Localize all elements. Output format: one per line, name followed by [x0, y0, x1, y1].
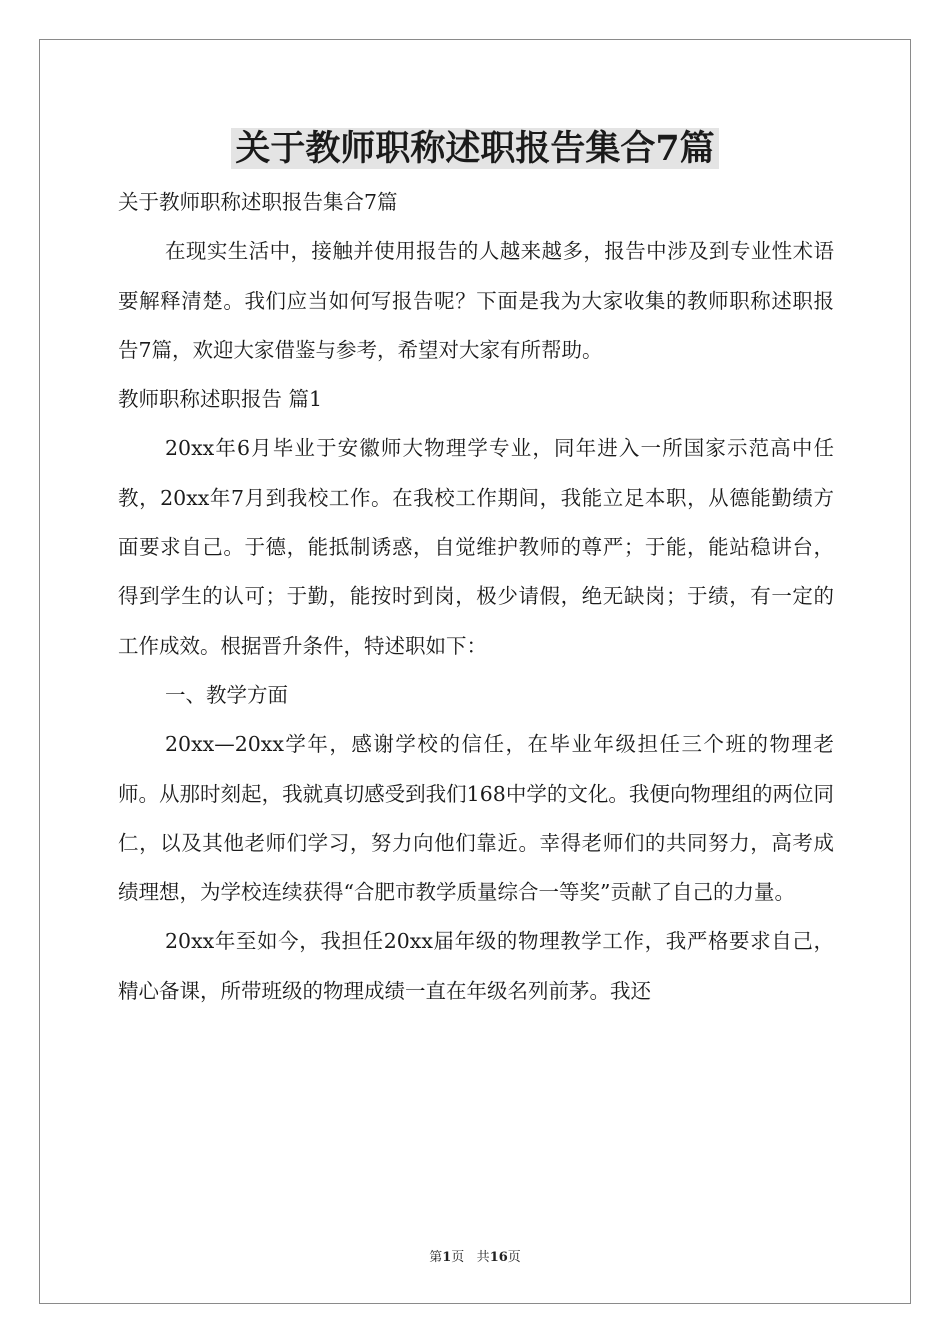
document-title [0, 126, 950, 172]
document-title-text: 关于教师职称述职报告集合7篇 [231, 128, 718, 169]
paragraph: 20xx年至如今，我担任20xx届年级的物理教学工作，我严格要求自己，精心备课，所带班级的物理成绩一直在年级名列前茅。我还 [118, 929, 834, 1003]
page-footer [0, 1246, 950, 1265]
footer-total-prefix: 共 [476, 1250, 490, 1265]
subsection-heading: 一、教学方面 [165, 682, 288, 707]
footer-total-suffix: 页 [507, 1250, 521, 1265]
footer-total-pages: 16 [489, 1250, 508, 1265]
paragraph: 20xx—20xx学年，感谢学校的信任，在毕业年级担任三个班的物理老师。从那时刻起，我就真切感受到我们168中学的文化。我便向物理组的两位同仁，以及其他老师们学习，努力向他们靠近。幸得老师们的共同努力，高考成绩理想，为学校连续获得“合肥市教学质量综合一等奖”贡献了自己的力量。 [118, 732, 834, 905]
document-body [118, 178, 834, 1016]
paragraph: 关于教师职称述职报告集合7篇 [118, 190, 398, 214]
paragraph: 在现实生活中，接触并使用报告的人越来越多，报告中涉及到专业性术语要解释清楚。我们应当如何写报告呢？下面是我为大家收集的教师职称述职报告7篇，欢迎大家借鉴与参考，希望对大家有所帮助。 [118, 239, 834, 362]
section-heading: 教师职称述职报告 篇1 [118, 387, 323, 412]
footer-page-suffix: 页 [451, 1250, 465, 1265]
paragraph: 20xx年6月毕业于安徽师大物理学专业，同年进入一所国家示范高中任教，20xx年7月到我校工作。在我校工作期间，我能立足本职，从德能勤绩方面要求自己。于德，能抵制诱惑，自觉维护教师的尊严；于能，能站稳讲台，得到学生的认可；于勤，能按时到岗，极少请假，绝无缺岗；于绩，有一定的工作成效。根据晋升条件，特述职如下： [118, 436, 834, 658]
footer-page-number: 1 [442, 1250, 452, 1265]
footer-page-prefix: 第 [429, 1250, 443, 1265]
